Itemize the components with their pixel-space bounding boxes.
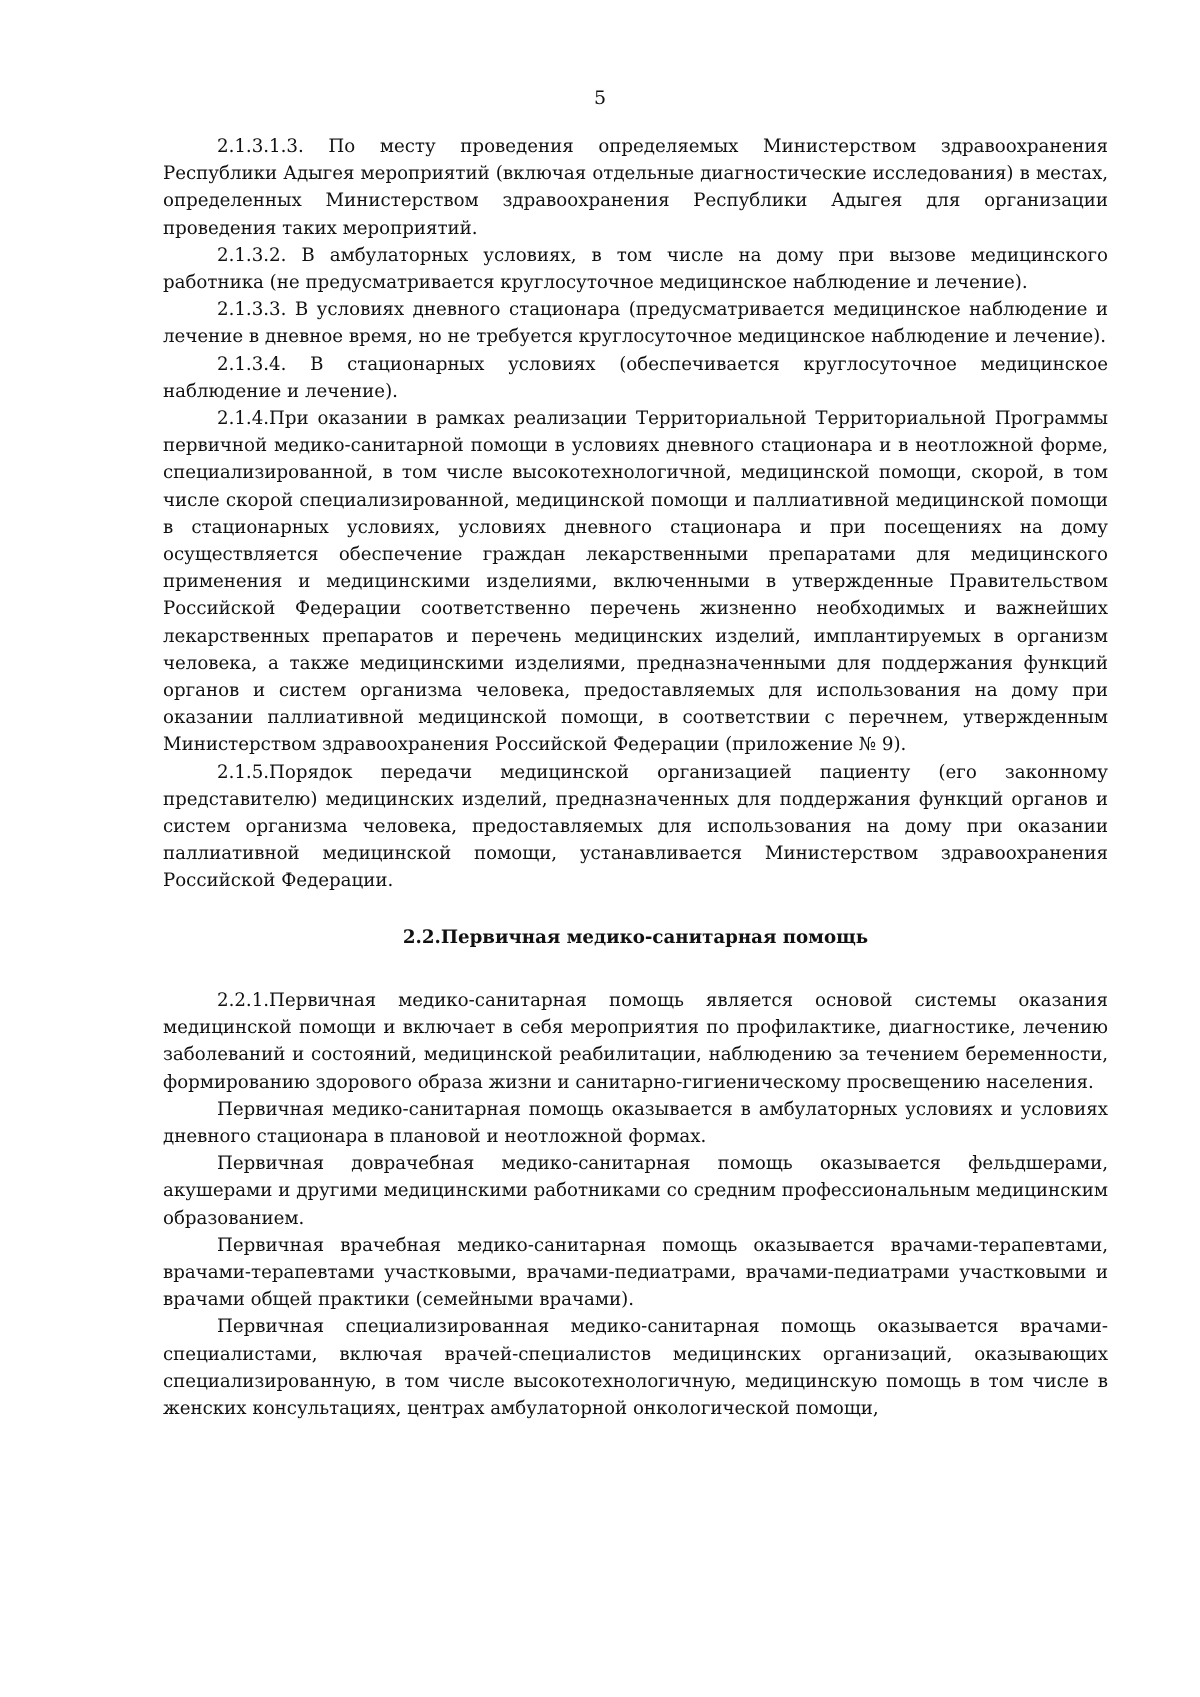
paragraph-2-1-3-4: 2.1.3.4. В стационарных условиях (обеспечивается круглосуточное медицинское наблюдение и лечение). [163, 353, 1108, 402]
paragraph-2-2-1: 2.2.1.Первичная медико-санитарная помощь является основой системы оказания медицинской помощи и включает в себя мероприятия по профилактике, диагностике, лечению заболеваний и состояний, медицинской реабилитации, наблюдению за течением беременности, формированию здорового образа жизни и санитарно-гигиеническому просвещению населения. [163, 989, 1108, 1093]
paragraph-medical-care: Первичная врачебная медико-санитарная помощь оказывается врачами-терапевтами, врачами-терапевтами участковыми, врачами-педиатрами, врачами-педиатрами участковыми и врачами общей практики (семейными врачами). [163, 1234, 1108, 1311]
document-body [163, 133, 1108, 1422]
section-heading: 2.2.Первичная медико-санитарная помощь [402, 926, 869, 948]
paragraph-primary-care-conditions: Первичная медико-санитарная помощь оказывается в амбулаторных условиях и условиях дневного стационара в плановой и неотложной формах. [163, 1098, 1108, 1147]
page-number: 5 [593, 87, 607, 109]
paragraph-2-1-5: 2.1.5.Порядок передачи медицинской организацией пациенту (его законному представителю) медицинских изделий, предназначенных для поддержания функций органов и систем организма человека, предоставляемых для использования на дому при оказании паллиативной медицинской помощи, устанавливается Министерством здравоохранения Российской Федерации. [163, 761, 1108, 892]
paragraph-pre-medical-care: Первичная доврачебная медико-санитарная помощь оказывается фельдшерами, акушерами и другими медицинскими работниками со средним профессиональным медицинским образованием. [163, 1153, 1108, 1229]
paragraph-2-1-3-3: 2.1.3.3. В условиях дневного стационара (предусматривается медицинское наблюдение и лечение в дневное время, но не требуется круглосуточное медицинское наблюдение и лечение). [163, 299, 1108, 348]
paragraph-2-1-3-1-3: 2.1.3.1.3. По месту проведения определяемых Министерством здравоохранения Республики Адыгея мероприятий (включая отдельные диагностические исследования) в местах, определенных Министерством здравоохранения Республики Адыгея для организации проведения таких мероприятий. [163, 136, 1108, 239]
paragraph-specialized-care: Первичная специализированная медико-санитарная помощь оказывается врачами-специалистами, включая врачей-специалистов медицинских организаций, оказывающих специализированную, в том числе высокотехнологичную, медицинскую помощь в том числе в женских консультациях, центрах амбулаторной онкологической помощи, [163, 1316, 1108, 1419]
paragraph-2-1-3-2: 2.1.3.2. В амбулаторных условиях, в том числе на дому при вызове медицинского работника (не предусматривается круглосуточное медицинское наблюдение и лечение). [163, 244, 1108, 294]
paragraph-2-1-4: 2.1.4.При оказании в рамках реализации Территориальной Территориальной Программы первичной медико-санитарной помощи в условиях дневного стационара и в неотложной форме, специализированной, в том числе высокотехнологичной, медицинской помощи, скорой, в том числе скорой специализированной, медицинской помощи и паллиативной медицинской помощи в стационарных условиях, условиях дневного стационара и при посещениях на дому осуществляется обеспечение граждан лекарственными препаратами для медицинского применения и медицинскими изделиями, включенными в утвержденные Правительством Российской Федерации соответственно перечень жизненно необходимых и важнейших лекарственных препаратов и перечень медицинских изделий, имплантируемых в организм человека, а также медицинскими изделиями, предназначенными для поддержания функций органов и систем организма человека, предоставляемых для использования на дому при оказании паллиативной медицинской помощи, в соответствии с перечнем, утвержденным Министерством здравоохранения Российской Федерации (приложение № 9). [163, 408, 1108, 756]
